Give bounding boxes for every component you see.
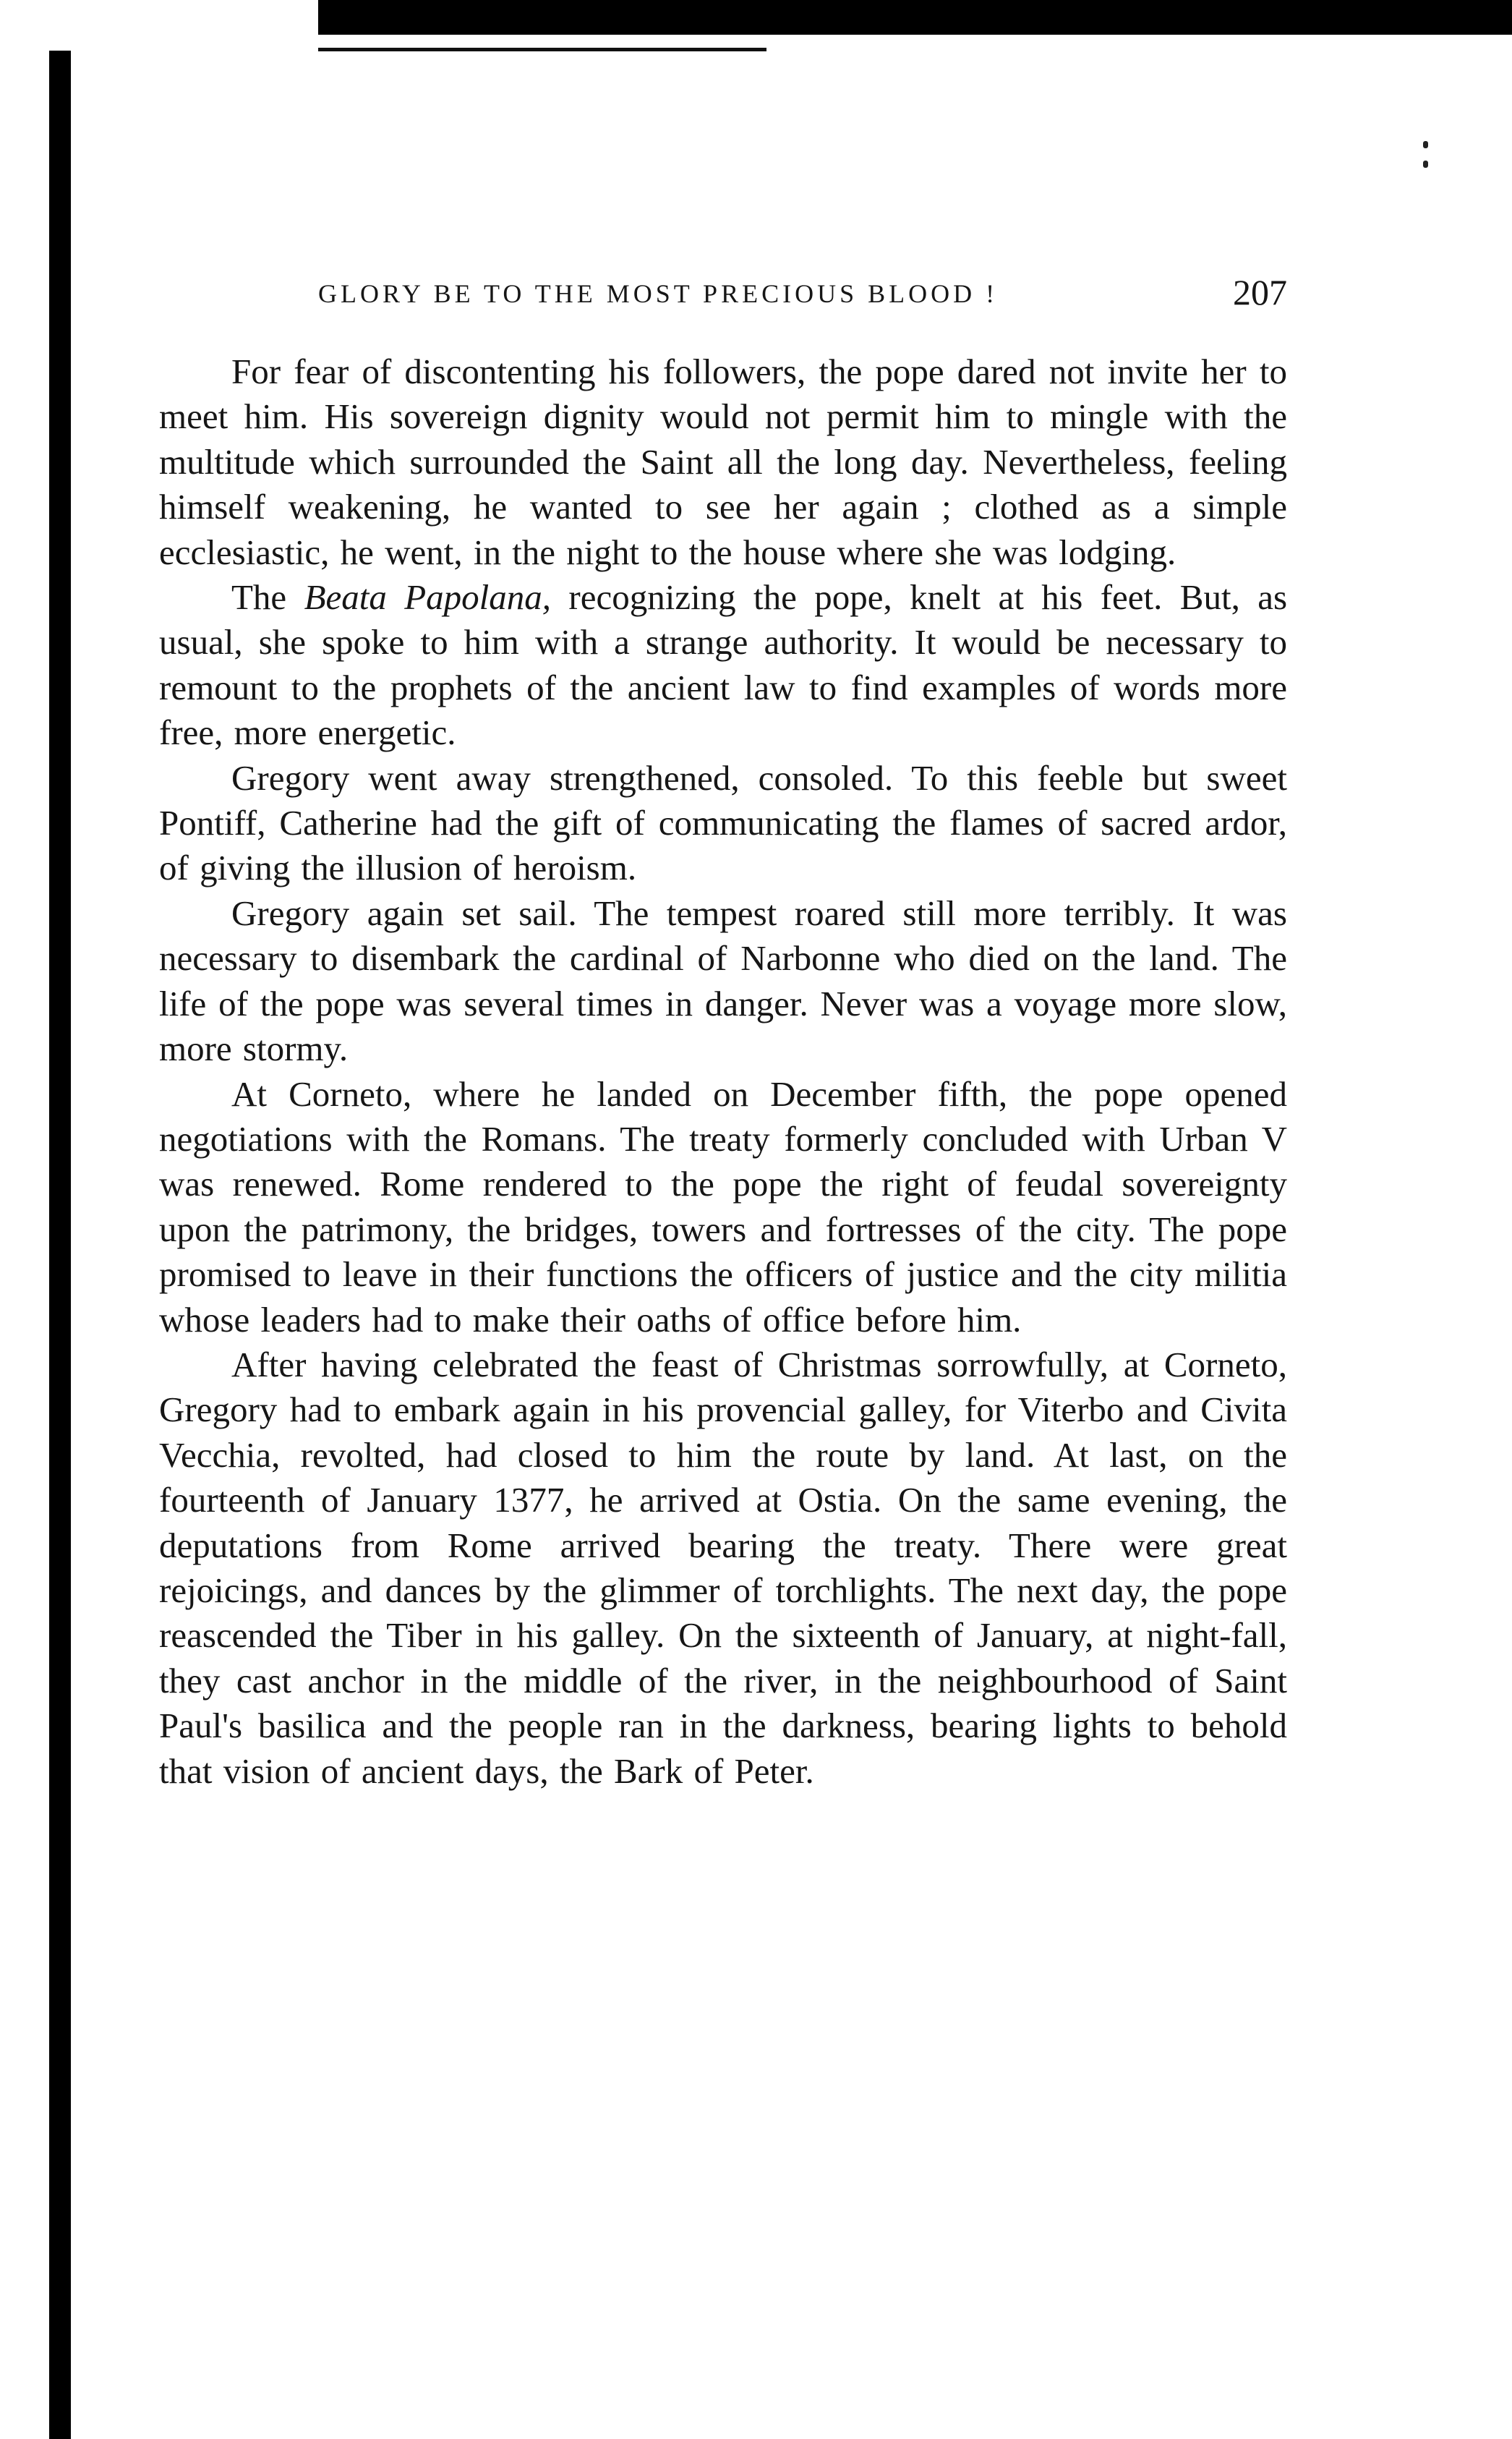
paragraph-2-text: recognizing the pope, knelt at his feet. But, as usual, she spoke to him with a strange authority. It would be necessary to remount to the prophets of the ancient law to find examples of words more free, more energetic. [159, 577, 1288, 753]
running-head [159, 271, 1287, 322]
paragraph-2 [159, 575, 1287, 756]
scan-border-top [318, 0, 1512, 35]
scan-speck [1423, 161, 1428, 168]
paragraph-1: For fear of discontenting his followers, the pope dared not invite her to meet him. His sovereign dignity would not permit him to mingle with the multitude which surrounded the Saint all the long day. Nevertheless, feeling himself weakening, he wanted to see her again ; clothed as a simple ecclesiastic, he went, in the night to the house where she was lodging. [159, 352, 1287, 572]
scan-rule [318, 48, 766, 51]
scan-border-left [49, 51, 71, 2439]
paragraph-6: After having celebrated the feast of Christmas sorrowfully, at Corneto, Gregory had to embark again in his provencial galley, for Viterbo and Civita Vecchia, revolted, had closed to him the route by land. At last, on the fourteenth of January 1377, he arrived at Ostia. On the same evening, the deputations from Rome arrived bearing the treaty. There were great rejoicings, and dances by the glimmer of torchlights. The next day, the pope reascended the Tiber in his galley. On the sixteenth of January, at night-fall, they cast anchor in the middle of the river, in the neighbourhood of Saint Paul's basilica and the people ran in the darkness, bearing lights to behold that vision of ancient days, the Bark of Peter. [159, 1344, 1287, 1791]
paragraph-2-lead: The [231, 577, 287, 618]
paragraph-3: Gregory went away strengthened, consoled. To this feeble but sweet Pontiff, Catherine had the gift of communicating the flames of sacred ardor, of giving the illusion of heroism. [159, 757, 1287, 888]
paragraph-5: At Corneto, where he landed on December fifth, the pope opened negotiations with the Romans. The treaty formerly concluded with Urban V was renewed. Rome rendered to the pope the right of feudal sovereignty upon the patrimony, the bridges, towers and fortresses of the city. The pope promised to leave in their functions the officers of justice and the city militia whose leaders had to make their oaths of office before him. [159, 1073, 1287, 1340]
scan-speck [1423, 141, 1428, 148]
running-head-title: GLORY BE TO THE MOST PRECIOUS BLOOD ! [318, 279, 999, 308]
paragraph-4: Gregory again set sail. The tempest roared still more terribly. It was necessary to disembark the cardinal of Narbonne who died on the land. The life of the pope was several times in danger. Never was a voyage more slow, more stormy. [159, 893, 1287, 1069]
paragraph-2-italic-name: Beata Papolana, [304, 577, 552, 618]
page-number: 207 [1233, 272, 1287, 312]
book-page [159, 271, 1287, 1794]
